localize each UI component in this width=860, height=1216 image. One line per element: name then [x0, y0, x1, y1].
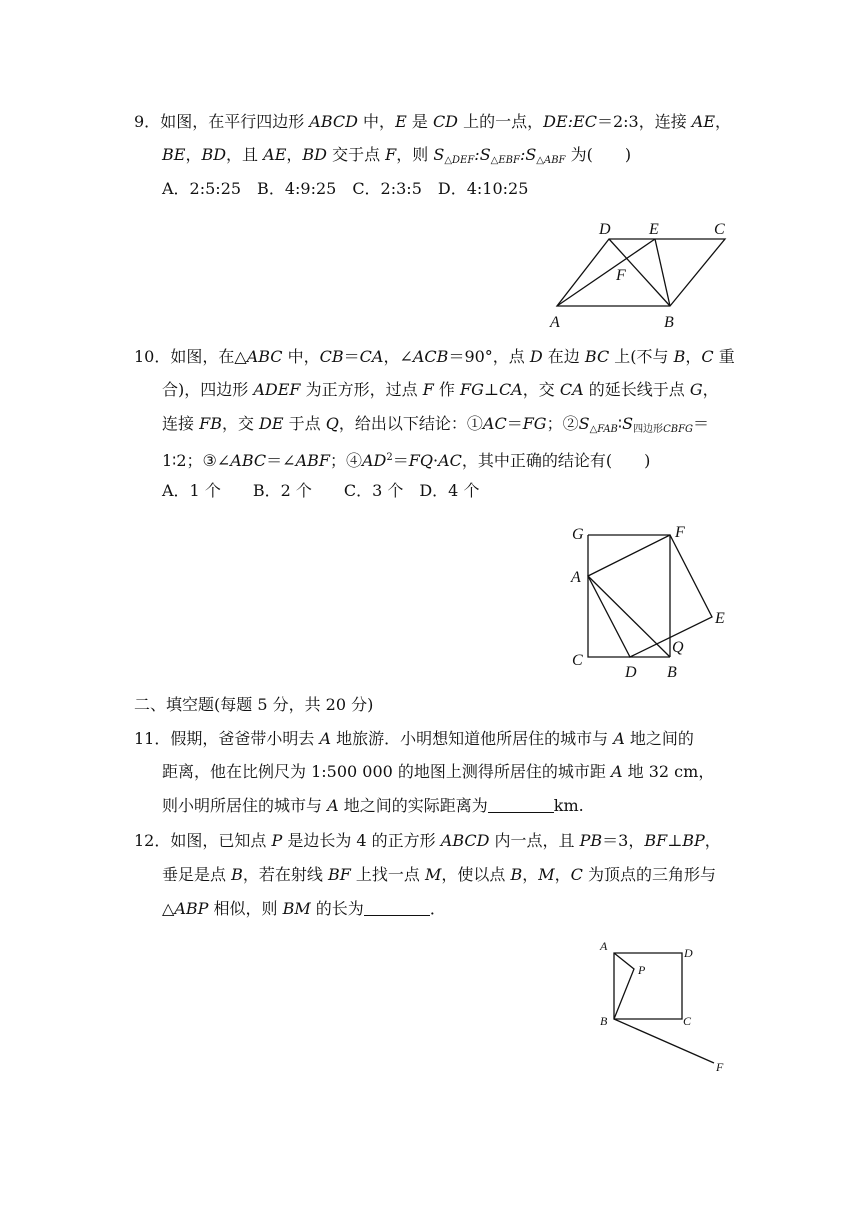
var: CA: [559, 380, 584, 399]
text: ＝: [693, 414, 710, 433]
text: 合)，四边形: [162, 380, 254, 399]
text: 内一点，且: [489, 831, 580, 850]
text: ，: [704, 831, 721, 850]
var: A: [327, 796, 339, 815]
var: M: [425, 865, 442, 884]
var: BF: [644, 831, 668, 850]
var: FG: [522, 414, 547, 433]
q12-number: 12．: [134, 831, 171, 850]
label-b: B: [600, 1014, 608, 1028]
label-c: C: [714, 221, 725, 238]
text: 则小明所居住的城市与: [162, 796, 328, 815]
text: ∶: [617, 414, 623, 433]
var: E: [395, 112, 407, 131]
text: 地 32 cm，: [622, 762, 715, 781]
text: 是: [406, 112, 433, 131]
var: S: [578, 414, 590, 433]
label-f: F: [716, 1060, 724, 1074]
label-g: G: [572, 526, 584, 543]
text: ·: [433, 451, 439, 470]
text: ⊥: [483, 380, 499, 399]
q10-options: A．1 个 B．2 个 C．3 个 D．4 个: [162, 481, 480, 500]
var: ACB: [412, 347, 449, 366]
text: ，: [286, 145, 303, 164]
text: ，∠: [383, 347, 413, 366]
text: ．: [429, 899, 446, 918]
answer-blank[interactable]: [488, 798, 554, 813]
var: B: [231, 865, 243, 884]
label-c: C: [572, 652, 583, 669]
q12-figure: [590, 935, 740, 1085]
text: ＝∠: [266, 451, 296, 470]
var: ABCD: [440, 831, 490, 850]
text: 重: [713, 347, 735, 366]
var: FB: [199, 414, 222, 433]
text: ，: [715, 112, 732, 131]
text: ；④: [329, 451, 362, 470]
label-q: Q: [672, 639, 684, 656]
label-d: D: [599, 221, 611, 238]
label-b: B: [664, 314, 674, 331]
text: 相似，则: [208, 899, 283, 918]
var: AC: [438, 451, 462, 470]
text: ，使以点: [441, 865, 511, 884]
q9-options: A．2:5:25 B．4:9:25 C．2:3:5 D．4:10:25: [162, 179, 529, 198]
var: B: [510, 865, 523, 884]
ray-bf: [614, 1019, 714, 1063]
text: ，交: [221, 414, 260, 433]
text: ＝2:3，连接: [596, 112, 692, 131]
var: ABP: [174, 899, 209, 918]
text: 为顶点的三角形与: [582, 865, 717, 884]
text: ＝: [343, 347, 360, 366]
var: ADEF: [253, 380, 301, 399]
text: △: [162, 899, 175, 918]
segment-g-c-b: [588, 535, 670, 657]
text: ，交: [522, 380, 560, 399]
subscript: △DEF: [444, 155, 475, 166]
text: ，: [522, 865, 539, 884]
var: CA: [498, 380, 523, 399]
label-e: E: [715, 610, 725, 627]
text: 上(不与: [609, 347, 674, 366]
q12-line1: [134, 830, 721, 852]
text: 地旅游．小明想知道他所居住的城市与: [331, 729, 614, 748]
text: :: [474, 145, 480, 164]
segment-ab: [588, 576, 670, 657]
text: 上找一点: [350, 865, 425, 884]
var: FG: [460, 380, 484, 399]
var: D: [529, 347, 543, 366]
var: S: [479, 145, 491, 164]
var: ABC: [246, 347, 283, 366]
var: A: [613, 729, 625, 748]
text: 连接: [162, 414, 200, 433]
var: ABC: [230, 451, 267, 470]
text: 是边长为 4 的正方形: [282, 831, 441, 850]
text: 地之间的: [624, 729, 694, 748]
square-adef: [588, 535, 712, 657]
text: ，: [685, 347, 702, 366]
var: B: [673, 347, 686, 366]
text: 中，: [357, 112, 396, 131]
var: A: [319, 729, 332, 748]
text: 1∶2；③∠: [162, 451, 231, 470]
subscript: CBFG: [663, 424, 693, 435]
text: 在边: [542, 347, 585, 366]
var: AC: [482, 414, 507, 433]
text: 距离，他在比例尺为 1:500 000 的地图上测得所居住的城市距: [162, 762, 611, 781]
label-f: F: [675, 524, 685, 541]
text: 地之间的实际距离为: [338, 796, 488, 815]
text: 作: [433, 380, 460, 399]
var: AE: [263, 145, 287, 164]
label-b: B: [667, 664, 677, 681]
text: ，若在射线: [242, 865, 328, 884]
var: F: [422, 380, 434, 399]
label-c: C: [683, 1014, 692, 1028]
var: AD: [362, 451, 387, 470]
var: BD: [201, 145, 227, 164]
var: FQ: [408, 451, 433, 470]
var: AE: [691, 112, 716, 131]
text: ，则: [396, 145, 434, 164]
q10-number: 10．: [134, 347, 171, 366]
subscript: 四边形: [633, 424, 664, 435]
text: ，: [185, 145, 202, 164]
q12-line3: [162, 898, 446, 920]
text: ，: [702, 380, 719, 399]
var: DE: [259, 414, 284, 433]
q11-line1: [134, 728, 694, 750]
superscript: 2: [386, 452, 393, 463]
subscript: △EBF: [490, 155, 520, 166]
text: ；②: [546, 414, 579, 433]
var: C: [570, 865, 583, 884]
text: 垂足是点: [162, 865, 232, 884]
var: C: [701, 347, 714, 366]
square-abcd: [614, 953, 682, 1019]
text: 如图，在平行四边形: [160, 112, 310, 131]
text: :: [519, 145, 526, 164]
label-d: D: [625, 664, 637, 681]
text: 如图，在△: [170, 347, 247, 366]
q9-line2: [162, 144, 631, 172]
var: DE:EC: [543, 112, 597, 131]
label-f: F: [616, 267, 626, 284]
text: 于点: [283, 414, 326, 433]
text: ＝: [506, 414, 523, 433]
text: 为( ): [565, 145, 632, 164]
var: BM: [282, 899, 311, 918]
label-e: E: [649, 221, 659, 238]
text: 为正方形，过点: [300, 380, 423, 399]
answer-blank[interactable]: [364, 901, 430, 916]
q10-line4: [162, 447, 650, 472]
var: M: [538, 865, 555, 884]
var: G: [689, 380, 703, 399]
subscript: △ABF: [536, 155, 566, 166]
var: P: [271, 831, 283, 850]
var: BP: [682, 831, 705, 850]
segment-be: [655, 239, 670, 306]
text: 中，: [282, 347, 320, 366]
var: BF: [327, 865, 351, 884]
section-2-heading: 二、填空题(每题 5 分，共 20 分): [134, 695, 374, 714]
text: km.: [553, 796, 584, 815]
text: ，且: [226, 145, 264, 164]
var: BD: [302, 145, 327, 164]
q10-figure: [560, 515, 740, 685]
var: F: [385, 145, 397, 164]
text: 的长为: [310, 899, 364, 918]
label-a: A: [600, 939, 608, 953]
text: 交于点: [326, 145, 386, 164]
q10-line2: [162, 379, 719, 401]
label-a: A: [571, 569, 581, 586]
text: ，其中正确的结论有( ): [461, 451, 651, 470]
text: ＝3，: [602, 831, 645, 850]
var: ABF: [295, 451, 330, 470]
q11-line3: [162, 795, 584, 817]
var: PB: [579, 831, 603, 850]
var: BC: [584, 347, 610, 366]
text: ，: [554, 865, 571, 884]
var: CD: [432, 112, 459, 131]
q9-line1: [134, 111, 731, 133]
q11-number: 11．: [134, 729, 171, 748]
subscript: △FAB: [589, 424, 618, 435]
var: S: [525, 145, 537, 164]
text: ＝90°，点: [448, 347, 530, 366]
var: BE: [162, 145, 186, 164]
q10-line3: [162, 413, 709, 441]
q9-figure: [540, 215, 740, 335]
text: ，给出以下结论：①: [338, 414, 483, 433]
var: CB: [319, 347, 344, 366]
var: CA: [359, 347, 384, 366]
var: ABCD: [309, 112, 358, 131]
var: A: [611, 762, 623, 781]
text: ＝: [392, 451, 409, 470]
var: Q: [325, 414, 339, 433]
q10-line1: [134, 346, 735, 368]
var: S: [433, 145, 445, 164]
var: S: [622, 414, 634, 433]
label-a: A: [550, 314, 560, 331]
label-d: D: [684, 946, 693, 960]
text: 的延长线于点: [583, 380, 690, 399]
q11-line2: [162, 761, 714, 783]
segment-a-p-b: [614, 953, 634, 1019]
q9-number: 9．: [134, 112, 161, 131]
text: 如图，已知点: [170, 831, 272, 850]
label-p: P: [638, 963, 646, 977]
q12-line2: [162, 864, 716, 886]
text: ⊥: [667, 831, 683, 850]
text: 上的一点，: [458, 112, 544, 131]
text: 假期，爸爸带小明去: [170, 729, 320, 748]
